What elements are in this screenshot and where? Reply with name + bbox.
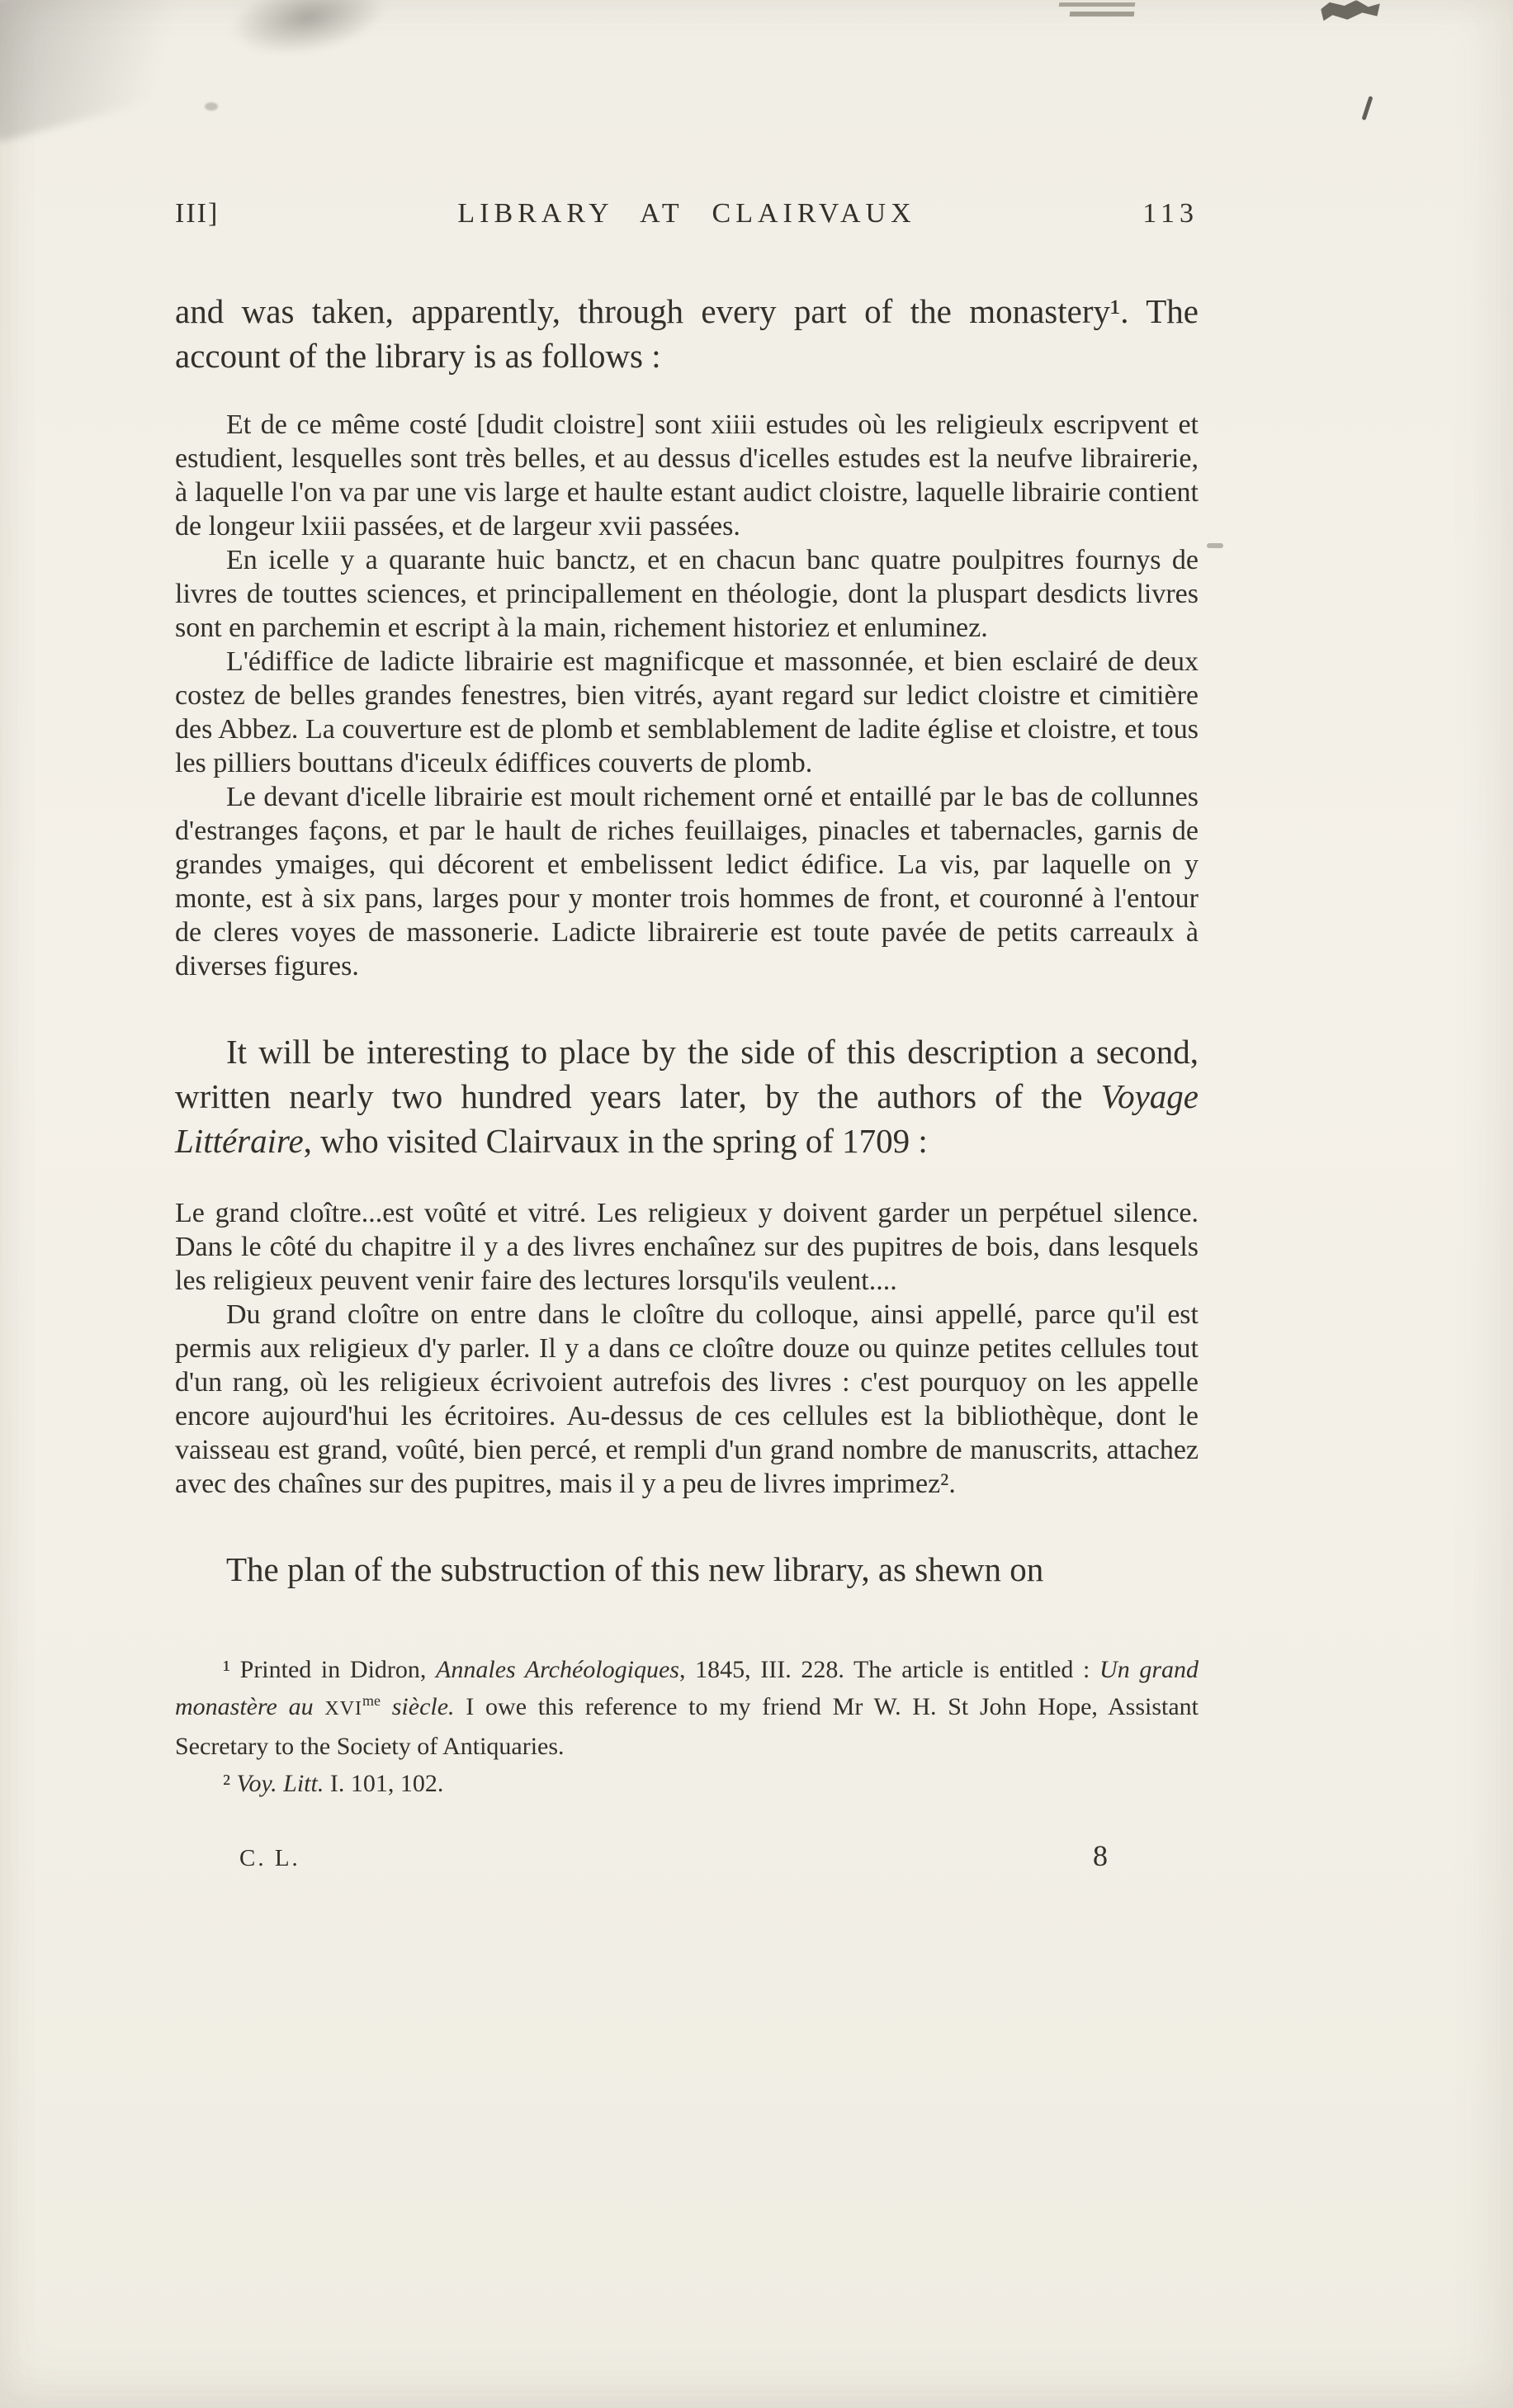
paragraph-plan: The plan of the substruction of this new library, as shewn on [226,1550,1044,1588]
scan-mark-slash [1361,96,1373,121]
voyage-litteraire-title: Voyage Littéraire [175,1077,1199,1160]
roman-numeral-xvi: XVI [324,1698,363,1720]
voy-litt-citation: Voy. Litt. [236,1770,324,1797]
running-head [175,198,1199,238]
scan-mark-bar [1059,2,1136,7]
paragraph-interesting-text: It will be interesting to place by the side of this description a second, written nearly two hundred years later, by the authors of the [175,1033,1199,1115]
footnote-1-text: ¹ Printed in Didron, [223,1656,437,1683]
quote-voyage-litteraire [175,1196,1199,1501]
quote1-paragraph-1: Et de ce même costé [dudit cloistre] sont xiiii estudes où les religieulx escripvent et estudient, lesquelles sont très belles, et au dessus d'icelles estudes est la neufve librairerie, à laquelle l'on va par une vis large et haulte estant audict cloistre, laquelle librairie contient de longeur lxiii passées, et de largeur xvii passées. [175,409,1199,542]
footnote-2-text: ² [223,1770,237,1797]
paragraph-interesting-text: , who visited Clairvaux in the spring of 1709 : [303,1122,928,1160]
paragraph-intro: and was taken, apparently, through every part of the monastery¹. The account of the library is as follows : [175,292,1199,375]
scan-mark-dark [1321,0,1380,23]
footnotes [175,1651,1199,1802]
footnote-1 [175,1651,1199,1765]
signature-mark: C. L. [239,1845,300,1871]
footnote-2-text: I. 101, 102. [324,1770,444,1797]
footnote-1-text: I owe this reference to my friend Mr W. H. St John Hope, Assistant Secretary to the Society of Antiquaries. [175,1693,1199,1760]
page-number: 113 [1142,198,1199,229]
quote1-paragraph-4: Le devant d'icelle librairie est moult richement orné et entaillé par le bas de collunnes d'estranges façons, et par le hault de riches feuillaiges, pinacles et tabernacles, garnis de grandes ymaiges, qui décorent et embelissent ledict édifice. La vis, par laquelle on y monte, est à six pans, larges pour y monter trois hommes de front, et couronné à l'entour de cleres voyes de massonerie. Ladicte librairerie est toute pavée de petits carreaulx à diverses figures. [175,782,1199,982]
scan-mark-dash [1207,543,1223,548]
footnote-1-text: , 1845, III. 228. The article is entitled : [678,1656,1100,1683]
scan-mark-bar [1070,12,1135,17]
article-title: Un grand monastère au [175,1656,1199,1720]
page-content [175,198,1199,1873]
annales-archeologiques-title: Annales Archéologiques [436,1656,679,1683]
section-number: III] [175,198,220,229]
sheet-number: 8 [1093,1839,1108,1872]
quote2-paragraph-1: Le grand cloître...est voûté et vitré. Les religieux y doivent garder un perpétuel silence. Dans le côté du chapitre il y a des livres enchaînez sur des pupitres de bois, dans lesquels les religieux peuvent venir faire des lectures lorsqu'ils veulent.... [175,1198,1199,1296]
running-title: LIBRARY AT CLAIRVAUX [457,198,916,229]
article-title: siècle. [381,1693,455,1720]
quote1-paragraph-3: L'édiffice de ladicte librairie est magnificque et massonnée, et bien esclairé de deux costez de belles grandes fenestres, bien vitrés, ayant regard sur ledict cloistre et cimitière des Abbez. La couverture est de plomb et semblablement de ladite église et cloistre, et tous les pilliers bouttans d'iceulx édiffices couverts de plomb. [175,646,1199,778]
scan-smudge-blob [225,0,391,66]
superscript-me: me [362,1692,381,1709]
quote2-paragraph-2: Du grand cloître on entre dans le cloître du colloque, ainsi appellé, parce qu'il est permis aux religieux d'y parler. Il y a dans ce cloître douze ou quinze petites cellules tout d'un rang, où les religieux écrivoient autrefois des livres : c'est pourquoy on les appelle encore aujourd'hui les écritoires. Au-dessus de ces cellules est la bibliothèque, dont le vaisseau est grand, voûté, bien percé, et rempli d'un grand nombre de manuscrits, attachez avec des chaînes sur des pupitres, mais il y a peu de livres imprimez². [175,1299,1199,1499]
signature-row [175,1838,1199,1873]
footnote-2 [175,1765,1199,1802]
scan-mark-dot [205,102,218,111]
quote1-paragraph-2: En icelle y a quarante huic banctz, et en chacun banc quatre poulpitres fournys de livres de touttes sciences, et principallement en théologie, dont la pluspart desdicts livres sont en parchemin et escript à la main, richement historiez et enluminez. [175,545,1199,643]
paragraph-interesting [175,1029,1199,1163]
quote-1517-description [175,408,1199,983]
scan-smudge-corner [0,0,253,143]
